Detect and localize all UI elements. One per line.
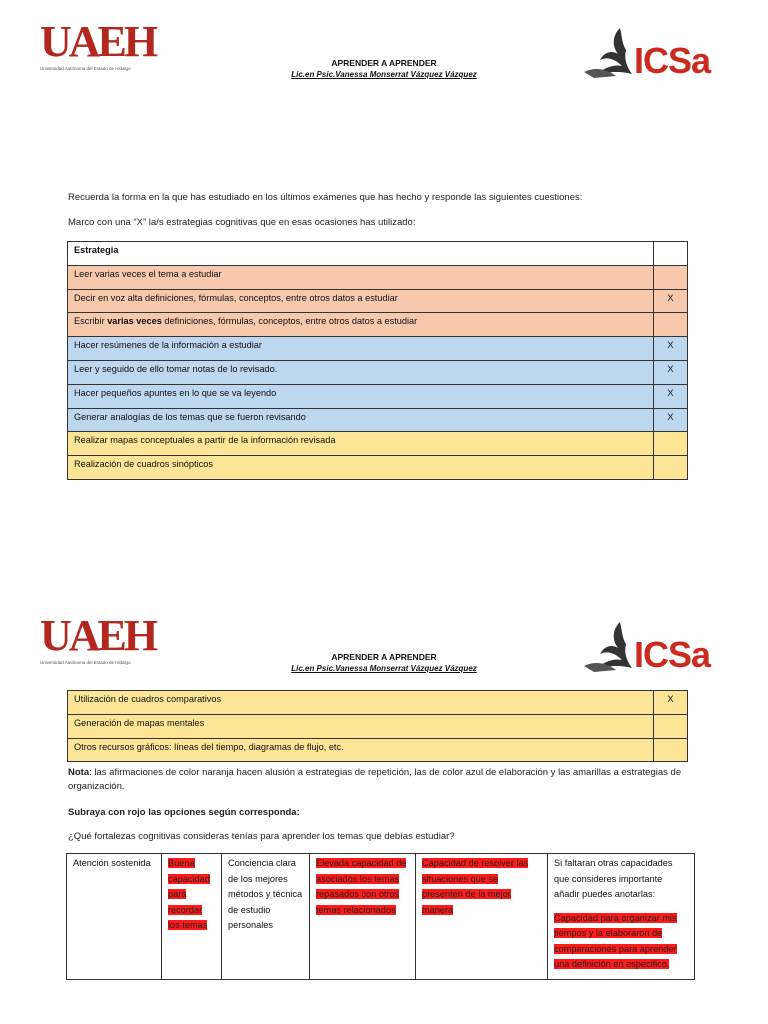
note-text: : las afirmaciones de color naranja hacen alusión a estrategias de repetición, las de color azul de elaboración y las amarillas a estrategias de organización. [68,767,682,792]
uaeh-logo-text: UAEH [40,17,156,66]
table-row [68,691,688,715]
mark-header-cell[interactable] [654,242,688,266]
strategy-label: Leer varias veces el tema a estudiar [68,265,654,289]
mark-cell[interactable]: X [654,408,688,432]
mark-cell[interactable] [654,313,688,337]
table-header-row [68,242,688,266]
strength-option[interactable] [416,854,548,980]
page-header-2 [0,612,768,674]
highlighted-text: Capacidad de resolver las situaciones que se presenten de la mejor manera [422,858,529,915]
mark-cell[interactable] [654,265,688,289]
strategy-label: Otros recursos gráficos: líneas del tiempo, diagramas de flujo, etc. [68,738,654,762]
strength-other[interactable] [548,854,695,980]
uaeh-logo-text: UAEH [40,611,156,660]
table-row [68,714,688,738]
strategies-table [67,241,688,480]
icsa-logo-text: ICSa [634,634,711,675]
mark-cell[interactable] [654,432,688,456]
swan-icon [582,26,642,82]
icsa-logo [582,614,722,676]
other-intro: Si faltaran otras capacidades que consideres importante añadir puedes anotarlas: [554,858,673,899]
table-row [68,337,688,361]
strategy-label: Hacer pequeños apuntes en lo que se va leyendo [68,384,654,408]
highlighted-text: Capacidad para organizar mis tiempos y la elaboraron de comparaciones para aprender una definición en especifico. [554,912,677,969]
swan-icon [582,620,642,676]
intro-line-1: Recuerda la forma en la que has estudiado en los últimos exámenes que has hecho y responde las siguientes cuestiones: [68,192,583,203]
note-label: Nota [68,767,90,778]
doc-title: APRENDER A APRENDER [331,58,437,68]
table-row [68,313,688,337]
table-row [68,738,688,762]
note-paragraph [68,766,698,794]
strategies-table-continued [67,690,688,762]
intro-line-2: Marco con una “X” la/s estrategias cognitivas que en esas ocasiones has utilizado: [68,217,416,228]
icsa-logo-text: ICSa [634,40,711,81]
table-row [68,432,688,456]
strategy-label: Realizar mapas conceptuales a partir de la información revisada [68,432,654,456]
strategy-label: Hacer resúmenes de la información a estudiar [68,337,654,361]
mark-cell[interactable] [654,456,688,480]
strategy-label: Generar analogías de los temas que se fueron revisando [68,408,654,432]
uaeh-logo-subtitle: Universidad Autónoma del Estado de Hidalgo [40,66,131,71]
table-row [68,360,688,384]
mark-cell[interactable]: X [654,384,688,408]
uaeh-logo-subtitle: Universidad Autónoma del Estado de Hidalgo [40,660,131,665]
strategy-label [68,313,654,337]
strength-option[interactable]: Conciencia clara de los mejores métodos y técnica de estudio personales [222,854,310,980]
instruction: Subraya con rojo las opciones según corresponda: [68,807,300,818]
strategy-label-pre: Escribir [74,316,108,327]
doc-author: Lic.en Psic.Vanessa Monserrat Vázquez Vázquez [291,70,477,79]
doc-title: APRENDER A APRENDER [331,652,437,662]
mark-cell[interactable]: X [654,360,688,384]
table-row [68,265,688,289]
icsa-logo [582,20,722,82]
strategy-label: Leer y seguido de ello tomar notas de lo revisado. [68,360,654,384]
strategy-label-bold: varias veces [107,316,162,327]
strength-option[interactable]: Atención sostenida [67,854,162,980]
strategy-label: Utilización de cuadros comparativos [68,691,654,715]
question: ¿Qué fortalezas cognitivas consideras tenías para aprender los temas que debías estudiar? [68,831,455,842]
table-row [68,408,688,432]
mark-cell[interactable] [654,714,688,738]
strengths-table [66,853,695,980]
table-row [68,456,688,480]
mark-cell[interactable] [654,738,688,762]
strength-option[interactable] [310,854,416,980]
strength-option[interactable] [162,854,222,980]
highlighted-text: Buena capacidad para recordar los temas [168,858,210,930]
strategy-label: Decir en voz alta definiciones, fórmulas, conceptos, entre otros datos a estudiar [68,289,654,313]
strategy-label: Realización de cuadros sinópticos [68,456,654,480]
page-header [0,18,768,80]
mark-cell[interactable]: X [654,289,688,313]
mark-cell[interactable]: X [654,691,688,715]
doc-author: Lic.en Psic.Vanessa Monserrat Vázquez Vázquez [291,664,477,673]
strategy-label: Generación de mapas mentales [68,714,654,738]
table-row [68,289,688,313]
highlighted-text: Elevada capacidad de asociados los temas repasados con otros temas relacionados [316,858,407,915]
table-row [68,384,688,408]
strategy-header: Estrategia [68,242,654,266]
mark-cell[interactable]: X [654,337,688,361]
strategy-label-post: definiciones, fórmulas, conceptos, entre otros datos a estudiar [161,316,418,327]
table-row [67,854,695,980]
